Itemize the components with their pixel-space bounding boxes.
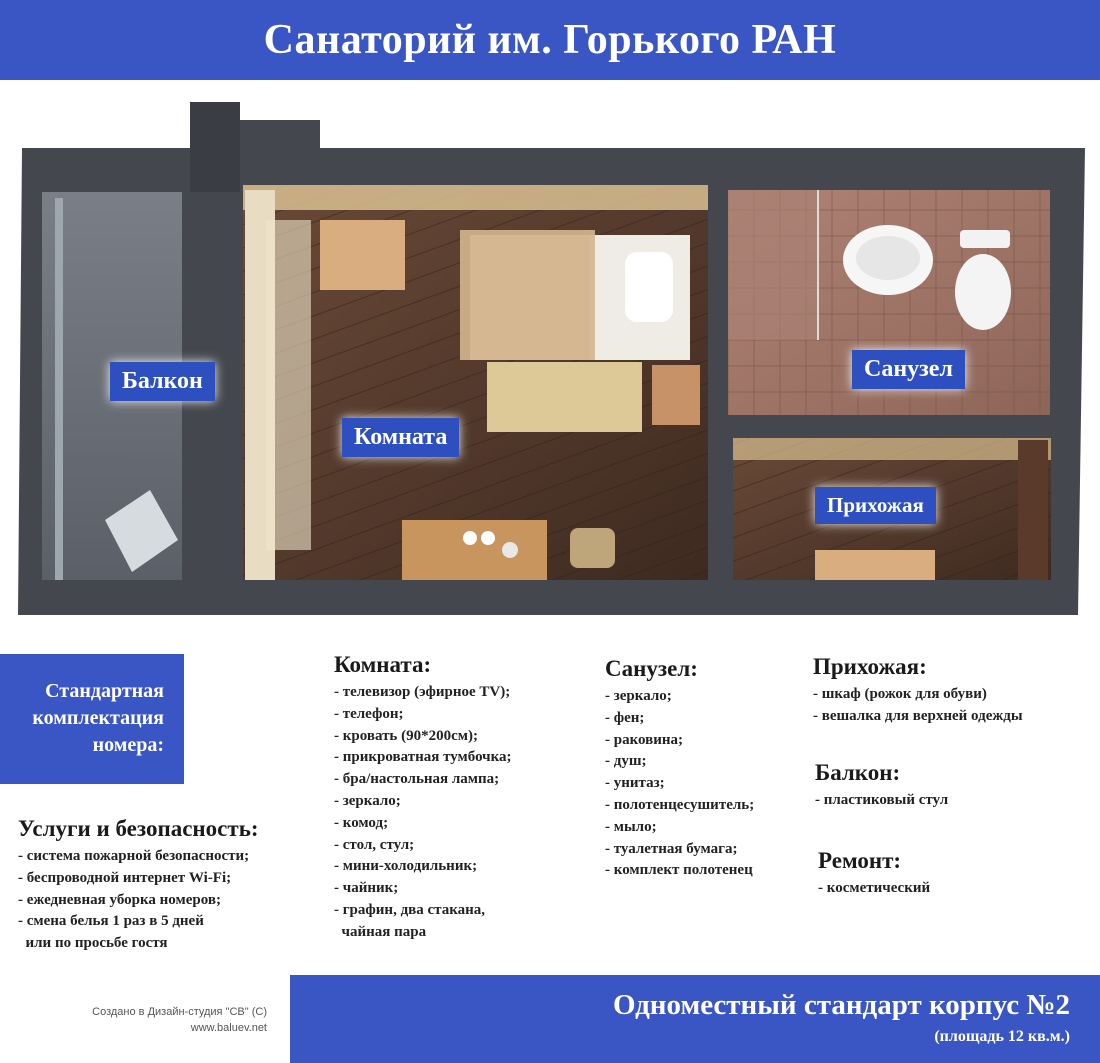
balcony-section	[815, 760, 948, 812]
list-item: - графин, два стакана,	[334, 901, 486, 918]
repair-section	[818, 848, 930, 900]
list-item: - полотенцесушитель;	[605, 796, 755, 813]
bathroom-section	[605, 656, 754, 882]
list-item: - кровать (90*200см);	[334, 727, 478, 744]
list-item: - система пожарной безопасности;	[18, 848, 250, 864]
list-item: - чайник;	[334, 880, 399, 897]
list-item: - ежедневная уборка номеров;	[18, 891, 221, 908]
list-item: - смена белья 1 раз в 5 дней	[18, 913, 204, 930]
hallway-section	[813, 654, 1023, 728]
list-item: - зеркало;	[334, 792, 401, 809]
label-bathroom: Санузел	[852, 350, 965, 389]
room-section-title: Комната:	[334, 652, 432, 677]
balcony-items-list	[815, 790, 948, 812]
list-item: - бра/настольная лампа;	[334, 771, 500, 788]
list-item: чайная пара	[334, 923, 427, 940]
list-item: или по просьбе гостя	[18, 935, 168, 952]
repair-section-title: Ремонт:	[818, 848, 902, 873]
repair-items-list	[818, 878, 930, 900]
list-item: - раковина;	[605, 731, 684, 748]
list-item: - комплект полотенец	[605, 862, 753, 879]
list-item: - телефон;	[334, 705, 404, 722]
standard-kit-line: комплектация	[32, 707, 164, 729]
label-balcony: Балкон	[110, 362, 215, 401]
list-item: - пластиковый стул	[815, 792, 949, 808]
hallway-section-title: Прихожая:	[813, 654, 927, 679]
list-item: - телевизор (эфирное TV);	[334, 684, 511, 700]
list-item: - мыло;	[605, 818, 657, 835]
room-area: (площадь 12 кв.м.)	[934, 1028, 1070, 1045]
services-items-list	[18, 846, 259, 955]
room-items-list	[334, 682, 512, 944]
credit-studio: Создано в Дизайн-студия "СВ" (С)	[92, 1006, 267, 1018]
balcony-section-title: Балкон:	[815, 760, 901, 785]
list-item: - шкаф (рожок для обуви)	[813, 686, 987, 702]
list-item: - комод;	[334, 814, 389, 831]
list-item: - мини-холодильник;	[334, 858, 478, 875]
standard-kit-box	[0, 654, 184, 784]
label-hallway: Прихожая	[815, 487, 936, 524]
label-room: Комната	[342, 418, 459, 457]
top-banner	[0, 0, 1100, 80]
list-item: - унитаз;	[605, 775, 665, 792]
hallway-items-list	[813, 684, 1023, 728]
services-section	[18, 816, 259, 955]
room-type-title: Одноместный стандарт корпус №2	[612, 989, 1070, 1021]
list-item: - косметический	[818, 880, 931, 896]
list-item: - туалетная бумага;	[605, 840, 738, 857]
bathroom-section-title: Санузел:	[605, 656, 698, 681]
bathroom-items-list	[605, 686, 754, 882]
standard-kit-line: Стандартная	[45, 680, 164, 702]
room-section	[334, 652, 512, 944]
credit-url: www.baluev.net	[190, 1022, 267, 1034]
list-item: - зеркало;	[605, 688, 672, 704]
floor-plan	[0, 80, 1100, 635]
page-title: Санаторий им. Горького РАН	[263, 17, 837, 63]
services-section-title: Услуги и безопасность:	[18, 816, 259, 841]
credit	[92, 1004, 267, 1036]
list-item: - душ;	[605, 753, 647, 770]
list-item: - беспроводной интернет Wi-Fi;	[18, 869, 232, 886]
list-item: - прикроватная тумбочка;	[334, 749, 512, 766]
list-item: - вешалка для верхней одежды	[813, 707, 1023, 724]
list-item: - фен;	[605, 709, 645, 726]
bottom-banner	[290, 975, 1100, 1063]
list-item: - стол, стул;	[334, 836, 415, 853]
standard-kit-line: номера:	[92, 734, 164, 756]
